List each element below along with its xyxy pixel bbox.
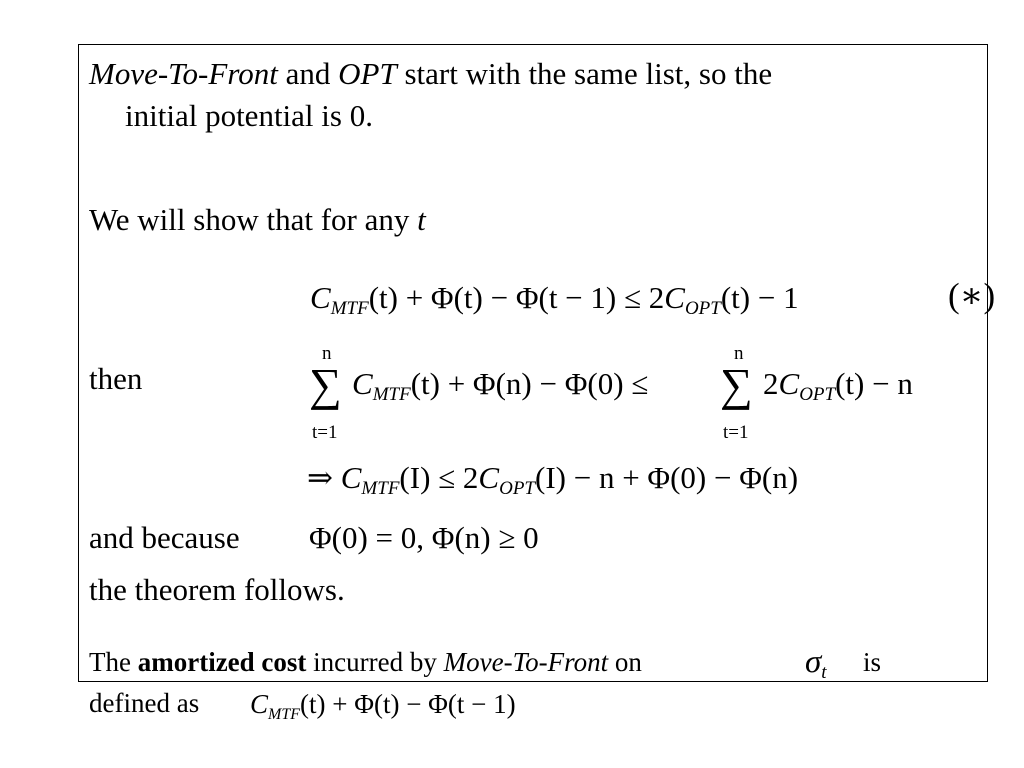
- footer-the: The: [89, 647, 131, 677]
- sum2-symbol: ∑: [720, 359, 753, 410]
- mtf-subscript: MTF: [330, 298, 369, 319]
- c-symbol: C: [352, 366, 373, 401]
- show-line: [89, 204, 426, 235]
- intro-line-2: initial potential is 0.: [125, 98, 373, 133]
- sum2-lower: t=1: [723, 422, 749, 443]
- intro-line-1: [89, 58, 772, 89]
- show-var: t: [417, 202, 426, 237]
- footer-line-1: [89, 649, 642, 676]
- equation-2-left: [352, 366, 649, 405]
- eq1-part-a: (t) + Φ(t) − Φ(t − 1) ≤ 2: [368, 280, 665, 315]
- sum2-upper: n: [734, 343, 744, 364]
- mtf-term: Move-To-Front: [89, 56, 278, 91]
- eq2-part-c: (t) − n: [835, 366, 913, 401]
- star-label: (∗): [948, 276, 996, 315]
- sum1-upper: n: [322, 343, 332, 364]
- equation-2-right: [763, 366, 913, 405]
- eq2-part-b: 2: [763, 366, 779, 401]
- footer-is: is: [863, 647, 882, 677]
- footer-on: on: [614, 647, 642, 677]
- theorem-follows: the theorem follows.: [89, 572, 345, 607]
- sum1-lower: t=1: [312, 422, 338, 443]
- and-word: and: [285, 56, 331, 91]
- footer-mtf: Move-To-Front: [443, 647, 609, 677]
- sigma-symbol: σ: [805, 644, 822, 680]
- opt-subscript: OPT: [684, 298, 721, 319]
- implies-arrow: ⇒: [307, 460, 333, 495]
- opt-subscript: OPT: [499, 478, 535, 499]
- c-symbol: C: [310, 280, 331, 315]
- eq3-part-c: (I) − n + Φ(0) − Φ(n): [535, 460, 799, 495]
- equation-3: [307, 460, 799, 499]
- eq2-part-a: (t) + Φ(n) − Φ(0) ≤: [410, 366, 649, 401]
- c-symbol: C: [340, 460, 362, 495]
- c-symbol: C: [778, 366, 800, 401]
- because-label: and because: [89, 520, 240, 555]
- sigma-t: [805, 644, 827, 683]
- show-text: We will show that for any: [89, 202, 410, 237]
- footer-incurred: incurred by: [313, 647, 437, 677]
- mtf-subscript: MTF: [268, 706, 301, 723]
- amortized-formula: [250, 689, 516, 723]
- c-symbol: C: [478, 460, 500, 495]
- opt-term: OPT: [338, 56, 397, 91]
- equation-4: Φ(0) = 0, Φ(n) ≥ 0: [309, 520, 539, 555]
- mtf-subscript: MTF: [372, 384, 411, 405]
- amortized-cost-term: amortized cost: [137, 647, 307, 677]
- then-label: then: [89, 361, 143, 396]
- mtf-subscript: MTF: [361, 478, 400, 499]
- c-symbol: C: [250, 689, 269, 719]
- footer-defined: defined as: [89, 688, 200, 718]
- intro-rest: start with the same list, so the: [404, 56, 773, 91]
- eq3-part-b: (I) ≤ 2: [399, 460, 479, 495]
- equation-1: [310, 280, 799, 319]
- eq1-part-b: (t) − 1: [720, 280, 799, 315]
- c-symbol: C: [664, 280, 685, 315]
- amort-part: (t) + Φ(t) − Φ(t − 1): [300, 689, 516, 719]
- sum1-symbol: ∑: [309, 359, 342, 410]
- sigma-subscript: t: [821, 662, 827, 683]
- opt-subscript: OPT: [799, 384, 836, 405]
